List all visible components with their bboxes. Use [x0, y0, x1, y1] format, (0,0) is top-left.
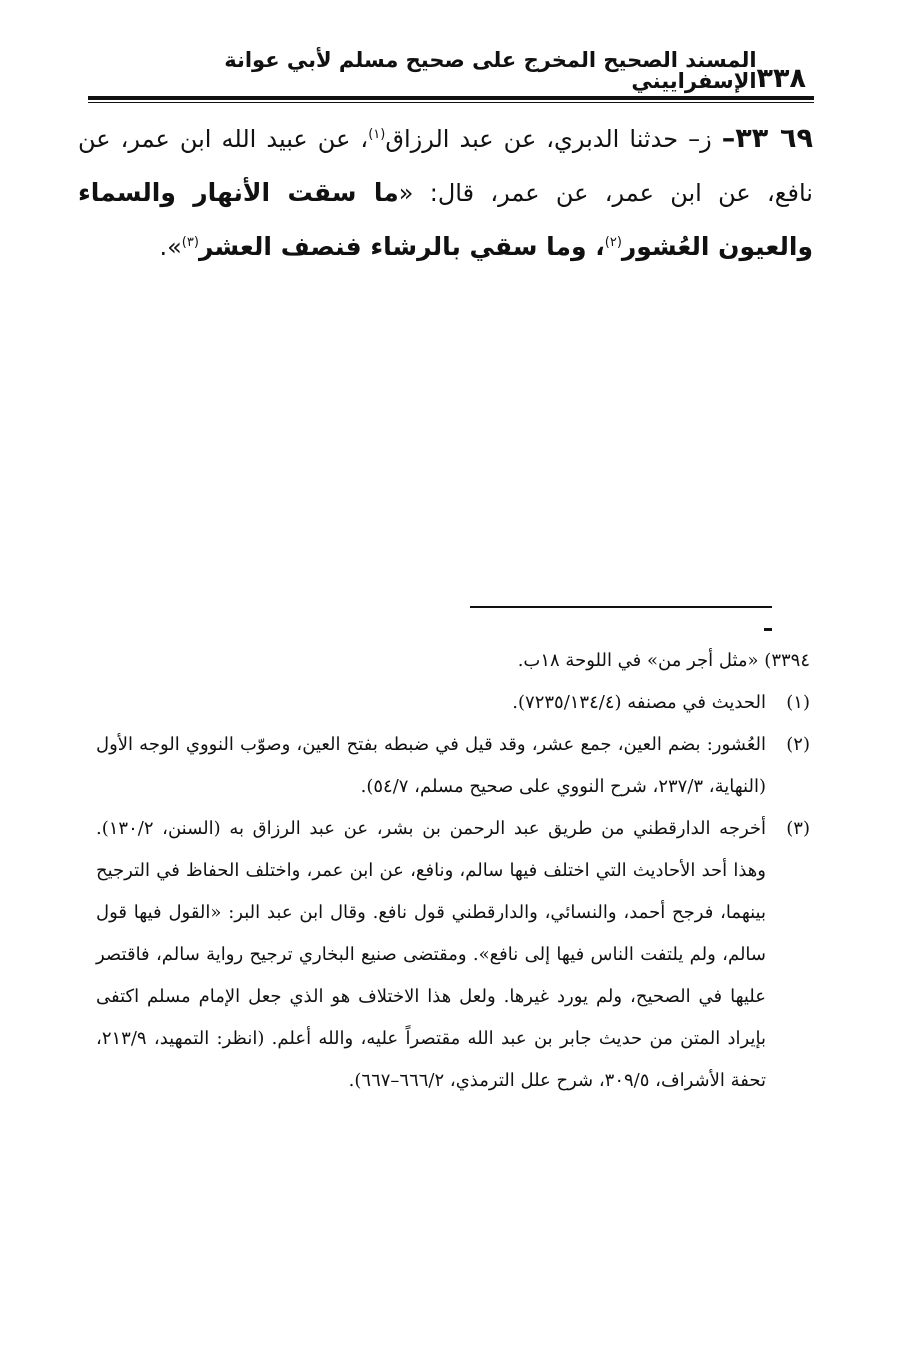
footnote-ref-3: (٣) [181, 235, 199, 250]
page-header [88, 48, 812, 94]
matn-close: ». [159, 233, 182, 261]
footnote-2-text: العُشور: بضم العين، جمع عشر، وقد قيل في ضبطه بفتح العين، وصوّب النووي الوجه الأول (النهاية، ٢٣٧/٣، شرح النووي على صحيح مسلم، ٥٤/٧). [96, 734, 766, 797]
running-title: المسند الصحيح المخرج على صحيح مسلم لأبي عوانة الإسفراييني [224, 48, 757, 93]
footnote-separator [470, 606, 772, 608]
footnote-1-text: الحديث في مصنفه (٧٢٣٥/١٣٤/٤). [512, 692, 766, 713]
matn-part-1: ما سقت الأنهار والسماء والعيون العُشور [78, 178, 813, 261]
footnote-ref-2: (٢) [604, 235, 622, 250]
footnote-mark [764, 628, 772, 631]
hadith-number: ٦٩ ٣٣ [735, 123, 813, 154]
footnote-3 [96, 808, 810, 1102]
footnote-1-number: (١) [786, 692, 810, 713]
marker-note: ٣٣٩٤) «مثل أجر من» في اللوحة ١٨ب. [517, 650, 810, 671]
hadith-text [78, 112, 813, 274]
footnote-1 [96, 682, 810, 724]
header-rule-thin [88, 102, 814, 103]
footnote-2-number: (٢) [786, 734, 810, 755]
footnote-2 [96, 724, 810, 808]
footnotes [96, 640, 810, 1102]
footnote-3-text: أخرجه الدارقطني من طريق عبد الرحمن بن بشر، عن عبد الرزاق به (السنن، ١٣٠/٢). وهذا أحد الأحاديث التي اختلف فيها سالم، ونافع، عن ابن عمر، واختلف الحفاظ في الترجيح بينهما، فرجح أحمد، والنسائي، والدارقطني قول نافع. وقال ابن عبد البر: «القول فيها قول سالم، ولم يلتفت الناس فيها إلى نافع». ومقتضى صنيع البخاري ترجيح رواية سالم، فاقتصر عليها في الصحيح، ولم يورد غيرها. ولعل هذا الاختلاف هو الذي جعل الإمام مسلم اكتفى بإيراد المتن من حديث جابر بن عبد الله مقتصراً عليه، والله أعلم. (انظر: التمهيد، ٢١٣/٩، تحفة الأشراف، ٣٠٩/٥، شرح علل الترمذي، ٦٦٦/٢–٦٦٧). [96, 818, 766, 1091]
isnad-part-2: ، عن عبيد الله ابن عمر، عن نافع، عن ابن عمر، عن عمر، قال: « [78, 125, 813, 207]
page-number: ٣٣٨ [756, 63, 806, 94]
matn-part-2: ، وما سقي بالرشاء فنصف العشر [198, 232, 605, 261]
header-rule-thick [88, 96, 814, 100]
hadith-number-dash: – [721, 123, 736, 154]
footnote-3-number: (٣) [786, 818, 810, 839]
footnote-ref-1: (١) [368, 127, 386, 142]
isnad-part-1: ز– حدثنا الدبري، عن عبد الرزاق [385, 125, 712, 153]
